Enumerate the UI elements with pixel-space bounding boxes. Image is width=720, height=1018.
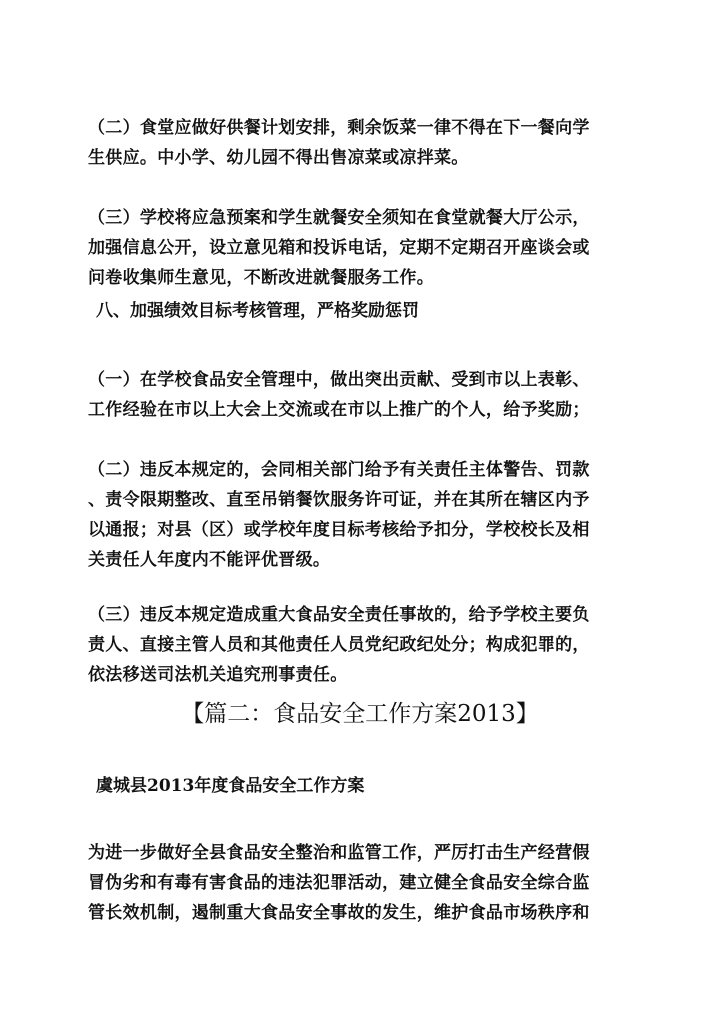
text-line: 责人、直接主管人员和其他责任人员党纪政纪处分；构成犯罪的，: [88, 635, 590, 655]
text-line: 管长效机制，遏制重大食品安全事故的发生，维护食品市场秩序和: [88, 903, 590, 923]
text-line: 问卷收集师生意见，不断改进就餐服务工作。: [88, 268, 434, 288]
text-line: （二）食堂应做好供餐计划安排，剩余饭菜一律不得在下一餐向学: [88, 118, 590, 138]
text-line: 生供应。中小学、幼儿园不得出售凉菜或凉拌菜。: [88, 148, 469, 168]
text-line: （一）在学校食品安全管理中，做出突出贡献、受到市以上表彰、: [88, 370, 590, 390]
text-line: 依法移送司法机关追究刑事责任。: [88, 665, 348, 685]
text-line: （三）学校将应急预案和学生就餐安全须知在食堂就餐大厅公示，: [88, 208, 590, 228]
text-line: 以通报；对县（区）或学校年度目标考核给予扣分，学校校长及相: [88, 520, 590, 540]
text-line: 、责令限期整改、直至吊销餐饮服务许可证，并在其所在辖区内予: [88, 490, 590, 510]
paragraph-canteen-meal-plan: [88, 113, 628, 173]
text-line: （三）违反本规定造成重大食品安全责任事故的，给予学校主要负: [88, 605, 590, 625]
text-line: 加强信息公开，设立意见箱和投诉电话，定期不定期召开座谈会或: [88, 238, 590, 258]
text-line: 为进一步做好全县食品安全整治和监管工作，严厉打击生产经营假: [88, 843, 590, 863]
paragraph-emergency-plan: [88, 203, 628, 293]
text-line: 工作经验在市以上大会上交流或在市以上推广的个人，给予奖励；: [88, 400, 590, 420]
paragraph-reward: [88, 365, 628, 425]
section-heading-eight: 八、加强绩效目标考核管理，严格奖励惩罚: [96, 301, 419, 321]
paragraph-violation-penalty: [88, 455, 628, 575]
text-line: 关责任人年度内不能评优晋级。: [88, 550, 331, 570]
section-title-part-two: 【篇二：食品安全工作方案2013】: [181, 701, 539, 727]
paragraph-major-accident: [88, 600, 628, 690]
text-line: （二）违反本规定的，会同相关部门给予有关责任主体警告、罚款: [88, 460, 590, 480]
plan-title: 虞城县2013年度食品安全工作方案: [96, 776, 365, 796]
text-line: 冒伪劣和有毒有害食品的违法犯罪活动，建立健全食品安全综合监: [88, 873, 590, 893]
paragraph-plan-intro: [88, 838, 628, 928]
